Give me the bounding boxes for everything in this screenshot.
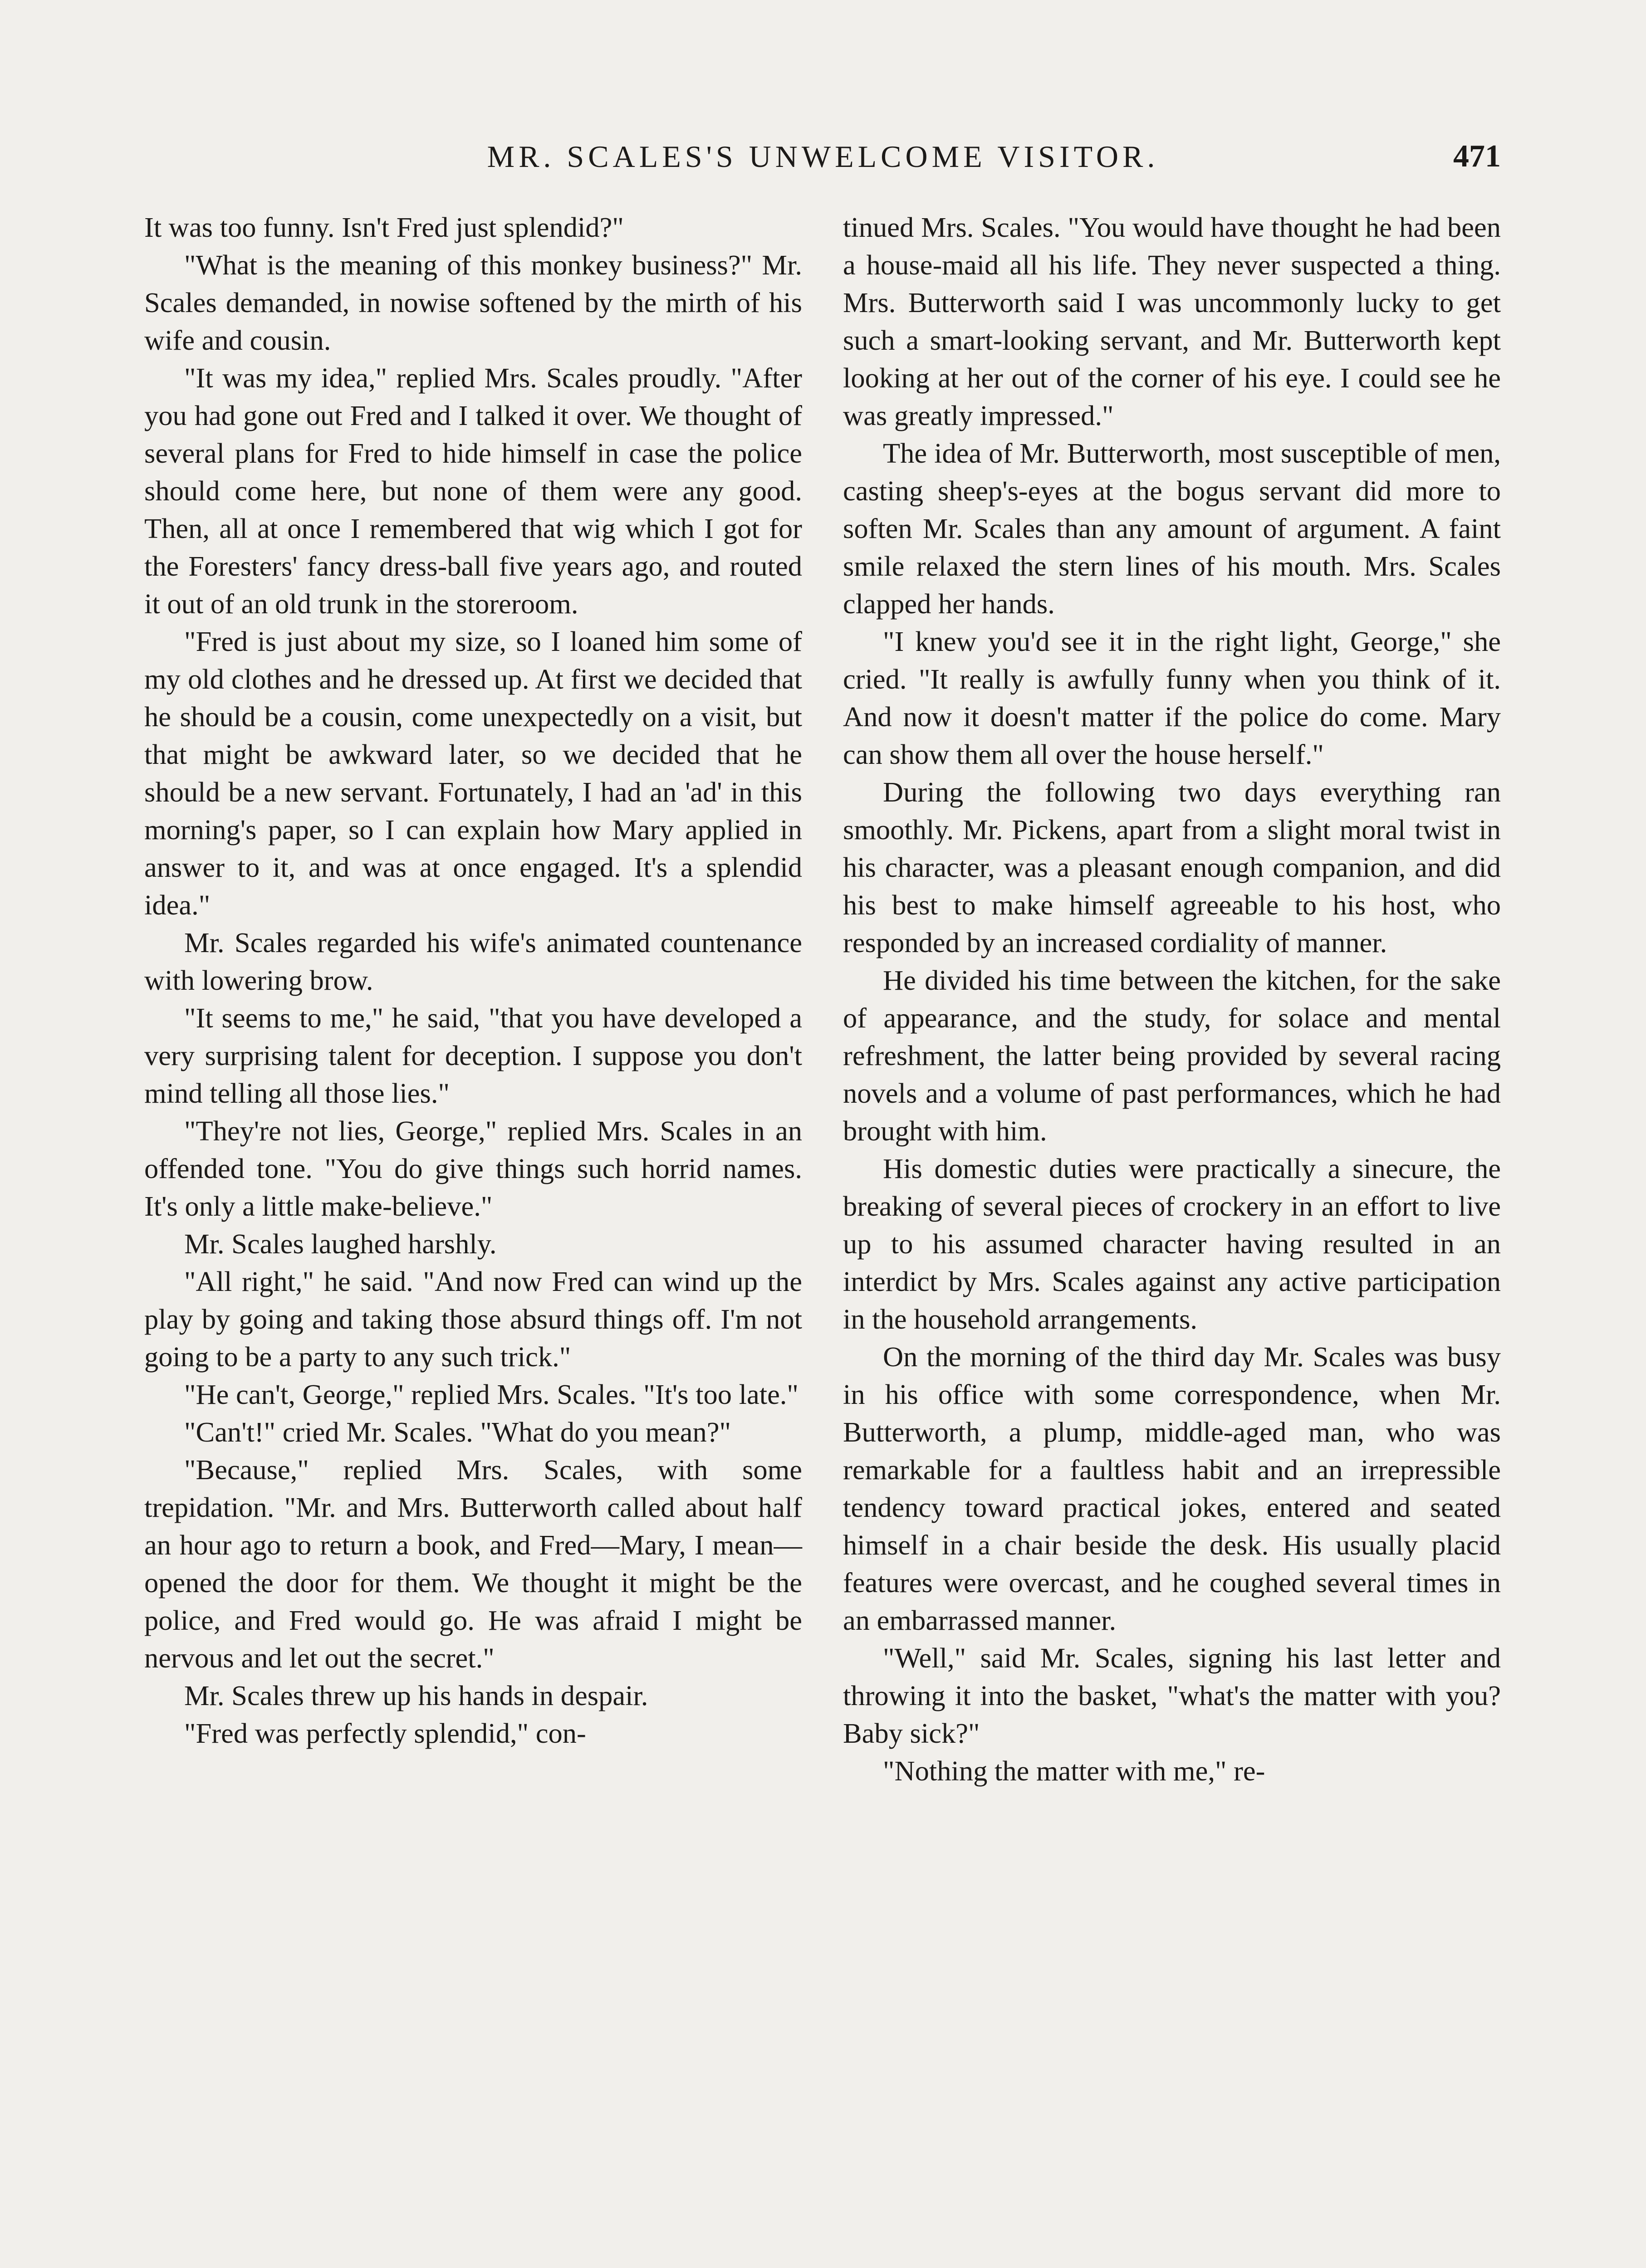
paragraph: Mr. Scales laughed harshly.: [184, 1228, 497, 1260]
paragraph: "Nothing the matter with me," re-: [883, 1755, 1265, 1787]
paragraph: "All right," he said. "And now Fred can wind up the play by going and taking those absurd things off. I'm not going to be a party to any such trick.": [144, 1266, 802, 1373]
right-column: [843, 209, 1501, 1790]
paragraph: Mr. Scales regarded his wife's animated countenance with lowering brow.: [144, 927, 802, 996]
paragraph: "Fred is just about my size, so I loaned him some of my old clothes and he dressed up. At first we decided that he should be a cousin, come unexpectedly on a visit, but that might be awkward later, so we decided that he should be a new servant. Fortunately, I had an 'ad' in this morning's paper, so I can explain how Mary applied in answer to it, and was at once engaged. It's a splendid idea.": [144, 626, 802, 921]
paragraph: tinued Mrs. Scales. "You would have thought he had been a house-maid all his life. They never suspected a thing. Mrs. Butterworth said I was uncommonly lucky to get such a smart-looking servant, and Mr. Butterworth kept looking at her out of the corner of his eye. I could see he was greatly impressed.": [843, 211, 1501, 431]
left-column: [144, 209, 802, 1752]
paragraph: "They're not lies, George," replied Mrs. Scales in an offended tone. "You do give things such horrid names. It's only a little make-believe.": [144, 1115, 802, 1222]
paragraph: The idea of Mr. Butterworth, most susceptible of men, casting sheep's-eyes at the bogus servant did more to soften Mr. Scales than any amount of argument. A faint smile relaxed the stern lines of his mouth. Mrs. Scales clapped her hands.: [843, 437, 1501, 620]
paragraph: He divided his time between the kitchen, for the sake of appearance, and the study, for solace and mental refreshment, the latter being provided by several racing novels and a volume of past performances, which he had brought with him.: [843, 964, 1501, 1147]
paragraph: "Fred was perfectly splendid," con-: [184, 1717, 586, 1749]
paragraph: "I knew you'd see it in the right light, George," she cried. "It really is awfully funny when you think of it. And now it doesn't matter if the police do come. Mary can show them all over the house herself.": [843, 626, 1501, 770]
paragraph: Mr. Scales threw up his hands in despair.: [184, 1680, 648, 1711]
paragraph: "He can't, George," replied Mrs. Scales. "It's too late.": [184, 1378, 799, 1410]
running-title: MR. SCALES'S UNWELCOME VISITOR.: [487, 139, 1159, 174]
paragraph: On the morning of the third day Mr. Scales was busy in his office with some correspondence, when Mr. Butterworth, a plump, middle-aged man, who was remarkable for a faultless habit and an irrepressible tendency toward practical jokes, entered and seated himself in a chair beside the desk. His usually placid features were overcast, and he coughed several times in an embarrassed manner.: [843, 1341, 1501, 1636]
paragraph: "It seems to me," he said, "that you have developed a very surprising talent for deception. I suppose you don't mind telling all those lies.": [144, 1002, 802, 1109]
paragraph: "It was my idea," replied Mrs. Scales proudly. "After you had gone out Fred and I talked it over. We thought of several plans for Fred to hide himself in case the police should come here, but none of them were any good. Then, all at once I remembered that wig which I got for the Foresters' fancy dress-ball five years ago, and routed it out of an old trunk in the storeroom.: [144, 362, 802, 620]
paragraph: "Well," said Mr. Scales, signing his last letter and throwing it into the basket, "what's the matter with you? Baby sick?": [843, 1642, 1501, 1749]
paragraph: It was too funny. Isn't Fred just splendid?": [144, 211, 624, 243]
running-head: [145, 136, 1501, 177]
paragraph: During the following two days everything ran smoothly. Mr. Pickens, apart from a slight moral twist in his character, was a pleasant enough companion, and did his best to make himself agreeable to his host, who responded by an increased cordiality of manner.: [843, 776, 1501, 958]
paragraph: "Can't!" cried Mr. Scales. "What do you mean?": [184, 1416, 731, 1448]
page-number: 471: [1453, 139, 1501, 174]
paragraph: "Because," replied Mrs. Scales, with some trepidation. "Mr. and Mrs. Butterworth called about half an hour ago to return a book, and Fred—Mary, I mean—opened the door for them. We thought it might be the police, and Fred would go. He was afraid I might be nervous and let out the secret.": [144, 1454, 802, 1674]
paragraph: "What is the meaning of this monkey business?" Mr. Scales demanded, in nowise softened by the mirth of his wife and cousin.: [144, 249, 802, 356]
paragraph: His domestic duties were practically a sinecure, the breaking of several pieces of crockery in an effort to live up to his assumed character having resulted in an interdict by Mrs. Scales against any active participation in the household arrangements.: [843, 1153, 1501, 1335]
